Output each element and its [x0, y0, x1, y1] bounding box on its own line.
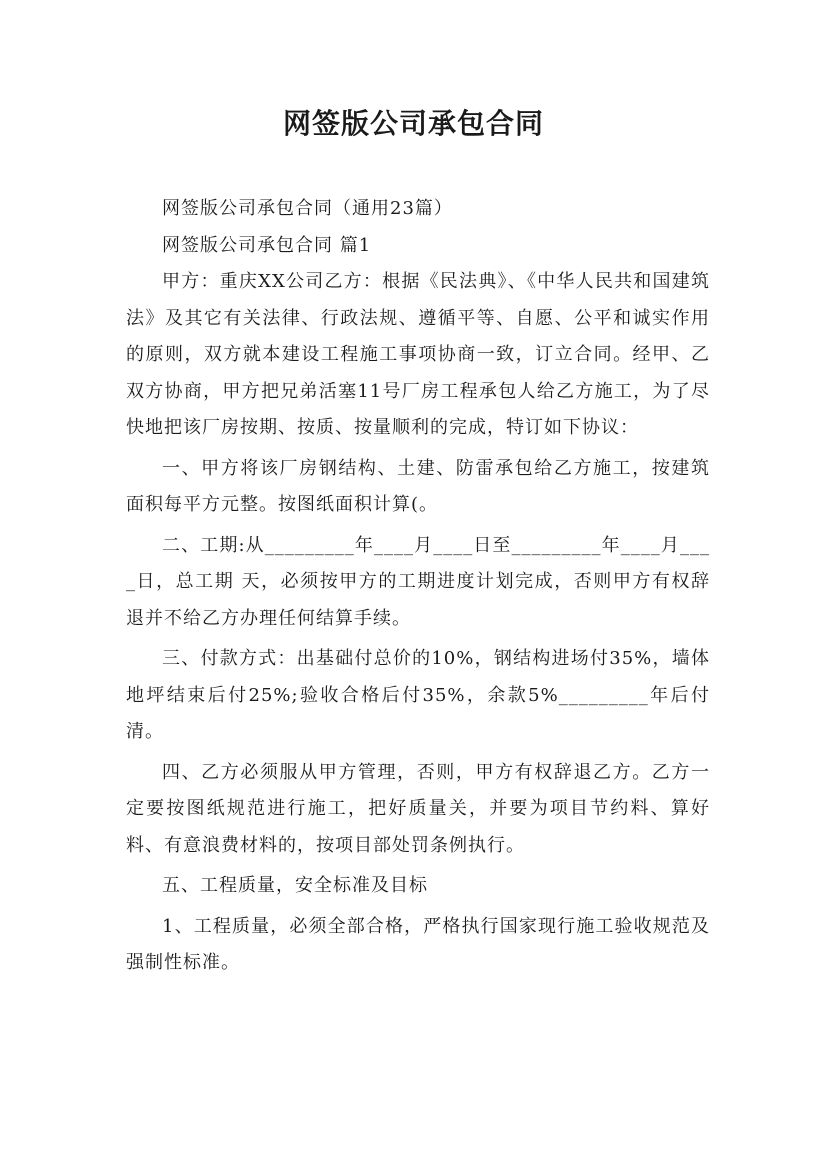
paragraph-clause-1: 一、甲方将该厂房钢结构、土建、防雷承包给乙方施工，按建筑面积每平方元整。按图纸面积计算(。: [126, 457, 710, 515]
paragraph-section-heading: 网签版公司承包合同 篇1: [162, 234, 372, 256]
paragraph-preamble: 甲方：重庆XX公司乙方：根据《民法典》、《中华人民共和国建筑法》及其它有关法律、行政法规、遵循平等、自愿、公平和诚实作用的原则，双方就本建设工程施工事项协商一致，订立合同。经甲、乙双方协商，甲方把兄弟活塞11号厂房工程承包人给乙方施工，为了尽快地把该厂房按期、按质、按量顺利的完成，特订如下协议：: [126, 271, 710, 438]
paragraph-clause-5-1: 1、工程质量，必须全部合格，严格执行国家现行施工验收规范及强制性标准。: [126, 915, 710, 973]
document-title: 网签版公司承包合同: [282, 107, 544, 140]
paragraph-clause-2: 二、工期:从_________年____月____日至_________年____月____日，总工期 天，必须按甲方的工期进度计划完成，否则甲方有权辞退并不给乙方办理任何结算手续。: [126, 534, 710, 629]
paragraph-clause-5-heading: 五、工程质量，安全标准及目标: [162, 875, 428, 896]
paragraph-subtitle: 网签版公司承包合同（通用23篇）: [162, 198, 453, 219]
paragraph-clause-4: 四、乙方必须服从甲方管理，否则，甲方有权辞退乙方。乙方一定要按图纸规范进行施工，把好质量关，并要为项目节约料、算好料、有意浪费材料的，按项目部处罚条例执行。: [126, 761, 710, 856]
paragraph-clause-3: 三、付款方式：出基础付总价的10%，钢结构进场付35%，墙体地坪结束后付25%;验收合格后付35%，余款5%_________年后付清。: [126, 648, 710, 742]
document-body: [126, 191, 710, 982]
